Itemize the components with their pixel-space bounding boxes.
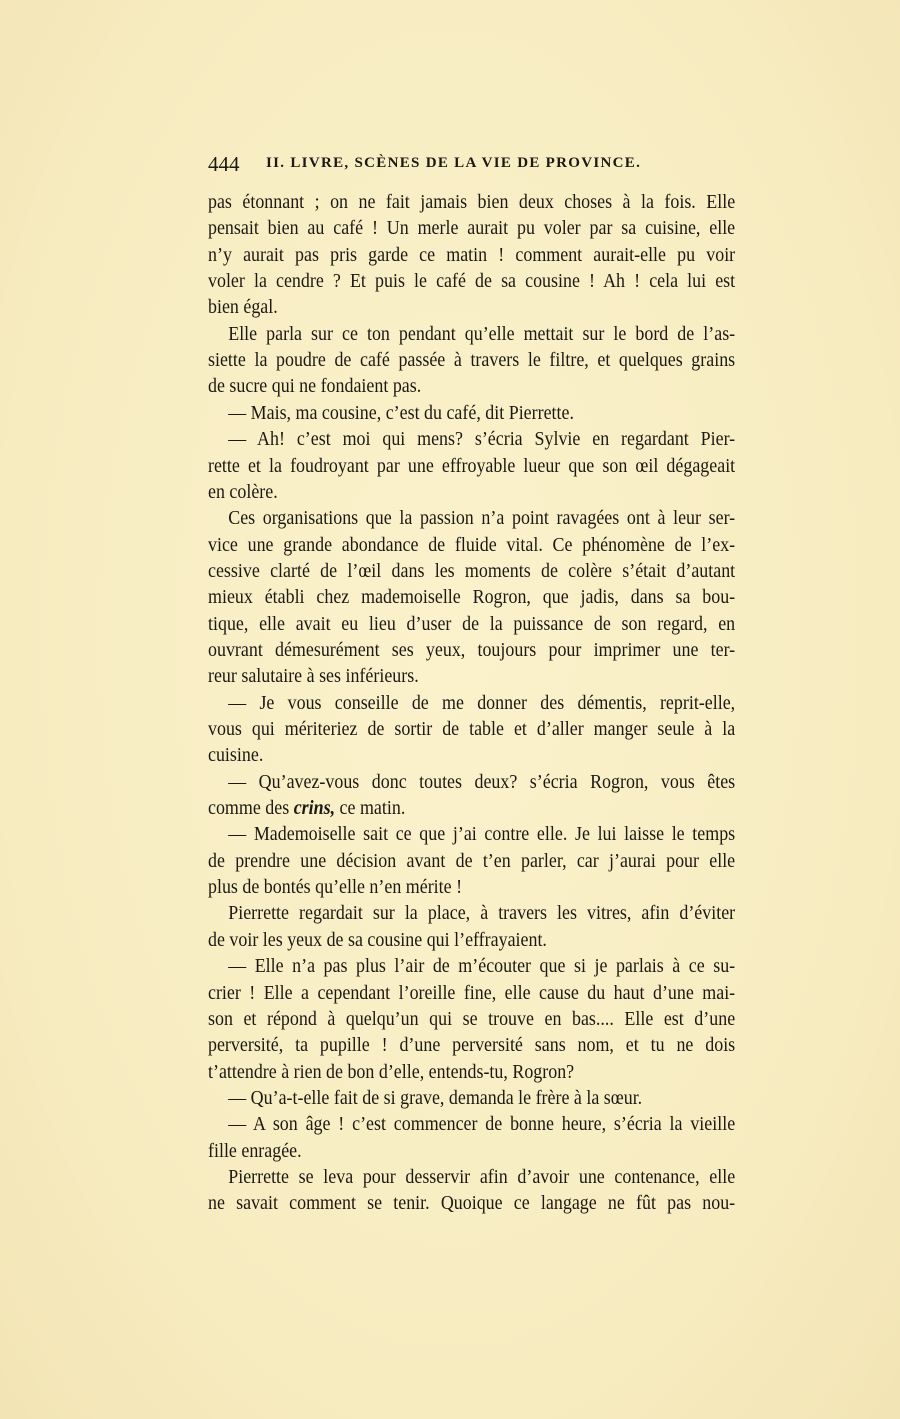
text-line (208, 823, 735, 847)
text-line (208, 1166, 735, 1190)
text-line (208, 982, 735, 1006)
line-text: mieux établi chez mademoiselle Rogron, que jadis, dans sa bou- (208, 587, 736, 609)
line-text: bien égal. (208, 297, 278, 319)
line-text: fille enragée. (208, 1140, 302, 1162)
text-line (208, 797, 735, 821)
line-text: de prendre une décision avant de t’en parler, car j’aurai pour elle (208, 850, 736, 872)
text-line (208, 665, 735, 689)
line-text: — A son âge ! c’est commencer de bonne heure, s’écria la vieille (228, 1114, 736, 1136)
text-line (208, 850, 735, 874)
line-text: ne savait comment se tenir. Quoique ce langage ne fût pas nou- (208, 1193, 736, 1215)
text-line (208, 296, 735, 320)
line-text: cuisine. (208, 745, 264, 767)
text-line (208, 534, 735, 558)
line-text: plus de bontés qu’elle n’en mérite ! (208, 877, 463, 899)
text-line (208, 929, 735, 953)
text-line (208, 586, 735, 610)
line-text: ouvrant démesurément ses yeux, toujours pour imprimer une ter- (208, 639, 736, 661)
line-text: Elle parla sur ce ton pendant qu’elle mettait sur le bord de l’as- (228, 323, 736, 345)
line-text: rette et la foudroyant par une effroyable lueur que son œil dégageait (208, 455, 736, 477)
line-text: — Qu’a-t-elle fait de si grave, demanda le frère à la sœur. (228, 1087, 643, 1109)
text-line (208, 270, 735, 294)
text-line (208, 1008, 735, 1032)
text-line (208, 955, 735, 979)
line-text: vous qui mériteriez de sortir de table et d’aller manger seule à la (208, 719, 736, 740)
text-line (208, 191, 735, 215)
text-line (208, 402, 735, 426)
line-text: vice une grande abondance de fluide vital. Ce phénomène de l’ex- (208, 534, 736, 556)
line-text: tique, elle avait eu lieu d’user de la puissance de son regard, en (208, 613, 736, 635)
text-line (208, 718, 735, 742)
line-text: — Je vous conseille de me donner des démentis, reprit-elle, (228, 692, 736, 714)
text-line (208, 1140, 735, 1164)
line-text: — Elle n’a pas plus l’air de m’écouter que si je parlais à ce su- (228, 956, 736, 978)
text-line (208, 771, 735, 795)
line-text: n’y aurait pas pris garde ce matin ! comment aurait-elle pu voir (208, 244, 736, 266)
text-line (208, 428, 735, 452)
italic-word: crins, (293, 798, 336, 820)
line-text: en colère. (208, 481, 278, 503)
line-text: — Qu’avez-vous donc toutes deux? s’écria Rogron, vous êtes (228, 771, 736, 793)
line-text: comme des (208, 798, 294, 820)
line-text: t’attendre à rien de bon d’elle, entends-tu, Rogron? (208, 1061, 575, 1083)
text-line (208, 349, 735, 373)
line-text: voler la cendre ? Et puis le café de sa cousine ! Ah ! cela lui est (208, 271, 736, 293)
text-line (208, 613, 735, 637)
text-line (208, 507, 735, 531)
line-text: Ces organisations que la passion n’a point ravagées ont à leur ser- (228, 508, 736, 530)
text-line (208, 1061, 735, 1085)
page-number: 444 (208, 152, 240, 176)
line-text: de voir les yeux de sa cousine qui l’effrayaient. (208, 929, 547, 951)
text-line (208, 323, 735, 347)
text-line (208, 876, 735, 900)
text-line (208, 1087, 735, 1111)
text-line (208, 744, 735, 768)
running-header (208, 152, 781, 178)
line-text: — Mais, ma cousine, c’est du café, dit Pierrette. (228, 402, 574, 424)
text-line (208, 375, 735, 399)
line-text: crier ! Elle a cependant l’oreille fine, elle cause du haut d’une mai- (208, 982, 736, 1004)
line-text: de sucre qui ne fondaient pas. (208, 376, 422, 398)
line-text: siette la poudre de café passée à travers le filtre, et quelques grains (208, 350, 736, 372)
text-line (208, 1113, 735, 1137)
text-line (208, 1192, 735, 1216)
line-text: reur salutaire à ses inférieurs. (208, 666, 419, 688)
running-title: II. LIVRE, SCÈNES DE LA VIE DE PROVINCE. (266, 155, 642, 171)
line-text: ce matin. (335, 798, 406, 820)
line-text: Pierrette se leva pour desservir afin d’avoir une contenance, elle (228, 1166, 736, 1188)
line-text: — Mademoiselle sait ce que j’ai contre elle. Je lui laisse le temps (228, 824, 736, 846)
line-text: pas étonnant ; on ne fait jamais bien deux choses à la fois. Elle (208, 192, 736, 213)
text-line (208, 902, 735, 926)
text-line (208, 217, 735, 241)
text-line (208, 560, 735, 584)
text-line (208, 244, 735, 268)
text-line (208, 455, 735, 479)
line-text: Pierrette regardait sur la place, à travers les vitres, afin d’éviter (228, 903, 736, 925)
line-text: perversité, ta pupille ! d’une perversité sans nom, et tu ne dois (208, 1035, 736, 1057)
text-line (208, 639, 735, 663)
text-line (208, 692, 735, 716)
line-text: pensait bien au café ! Un merle aurait pu voler par sa cuisine, elle (208, 218, 736, 240)
line-text: cessive clarté de l’œil dans les moments de colère s’était d’autant (208, 560, 736, 582)
line-text: — Ah! c’est moi qui mens? s’écria Sylvie en regardant Pier- (228, 429, 736, 451)
text-line (208, 1034, 735, 1058)
line-text: son et répond à quelqu’un qui se trouve en bas.... Elle est d’une (208, 1008, 736, 1030)
text-line (208, 481, 735, 505)
